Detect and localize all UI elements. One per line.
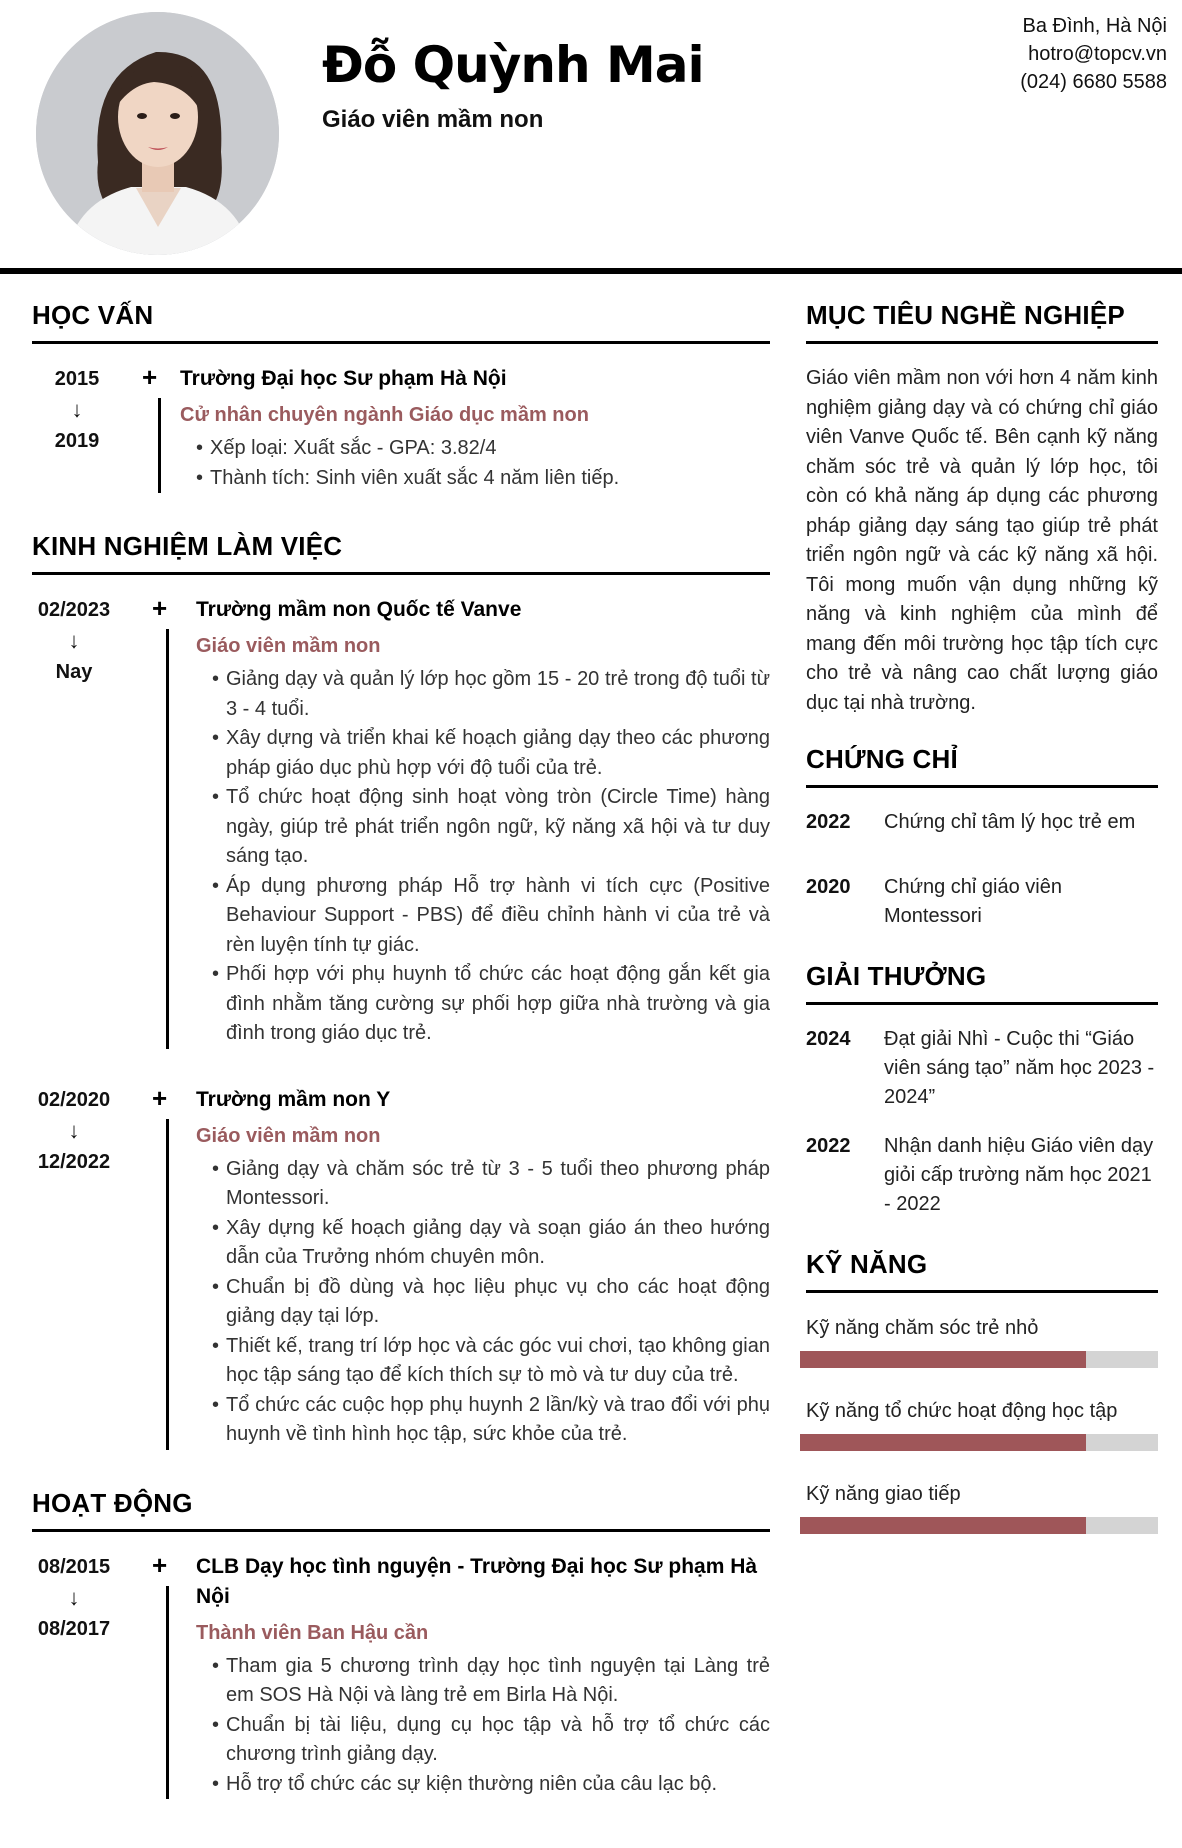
plus-icon: +	[152, 593, 168, 623]
entry-bullets	[196, 665, 770, 1049]
award-name: Đạt giải Nhì - Cuộc thi “Giáo viên sáng tạo” năm học 2023 - 2024”	[884, 1028, 1155, 1108]
job-title: Giáo viên mầm non	[322, 106, 544, 133]
entry-dates	[40, 364, 114, 493]
timeline-line	[166, 1586, 169, 1800]
list-item: • Tổ chức hoạt động sinh hoạt vòng tròn (Circle Time) hàng ngày, giúp trẻ phát triển ngôn ngữ, kỹ năng xã hội và tư duy sáng tạo.	[196, 783, 770, 872]
certificate-name: Chứng chỉ tâm lý học trẻ em	[884, 811, 1136, 833]
entry-role: Cử nhân chuyên ngành Giáo dục mầm non	[180, 404, 589, 426]
list-item: • Xây dựng kế hoạch giảng dạy và soạn giáo án theo hướng dẫn của Trưởng nhóm chuyên môn.	[196, 1214, 770, 1273]
entry-start-date: 08/2015	[37, 1555, 111, 1578]
award-year: 2022	[806, 1135, 851, 1157]
skill-item	[806, 1313, 1158, 1368]
list-item: • Tham gia 5 chương trình dạy học tình nguyện tại Làng trẻ em SOS Hà Nội và làng trẻ em Birla Hà Nội.	[196, 1652, 770, 1711]
list-item: • Tổ chức các cuộc họp phụ huynh 2 lần/kỳ và trao đổi với phụ huynh về tình hình học tập, sức khỏe của trẻ.	[196, 1391, 770, 1450]
list-item: • Phối hợp với phụ huynh tổ chức các hoạt động gắn kết gia đình nhằm tăng cường sự phối hợp giữa nhà trường và gia đình trong giáo dục trẻ.	[196, 960, 770, 1049]
list-item: • Chuẩn bị đồ dùng và học liệu phục vụ cho các hoạt động giảng dạy tại lớp.	[196, 1273, 770, 1332]
entry-role: Thành viên Ban Hậu cần	[196, 1621, 429, 1644]
entry-bullets	[180, 434, 770, 493]
activities-heading: HOẠT ĐỘNG	[32, 1488, 770, 1532]
entry-organization: Trường mầm non Y	[196, 1087, 391, 1111]
award-item	[806, 1132, 1158, 1219]
award-item	[806, 1025, 1158, 1112]
experience-entry	[32, 1082, 770, 1450]
entry-dates	[32, 595, 116, 1049]
award-name: Nhận danh hiệu Giáo viên dạy giỏi cấp trường năm học 2021 - 2022	[884, 1135, 1154, 1215]
contact-address: Ba Đình, Hà Nội	[1022, 15, 1167, 37]
certificate-year: 2022	[806, 811, 851, 833]
timeline-line	[158, 398, 161, 493]
list-item: • Giảng dạy và chăm sóc trẻ từ 3 - 5 tuổi theo phương pháp Montessori.	[196, 1155, 770, 1214]
arrow-down-icon: ↓	[68, 1584, 80, 1610]
arrow-down-icon: ↓	[68, 1117, 80, 1143]
experience-heading: KINH NGHIỆM LÀM VIỆC	[32, 531, 770, 575]
header	[0, 0, 1182, 268]
entry-end-date: 08/2017	[37, 1617, 111, 1640]
contact-phone[interactable]: (024) 6680 5588	[1020, 71, 1167, 93]
profile-photo	[36, 12, 279, 255]
entry-dates	[32, 1085, 116, 1450]
full-name: Đỗ Quỳnh Mai	[322, 36, 704, 94]
activity-entry	[32, 1549, 770, 1800]
right-column	[806, 300, 1158, 1562]
skill-name: Kỹ năng tổ chức hoạt động học tập	[806, 1400, 1118, 1422]
list-item: • Áp dụng phương pháp Hỗ trợ hành vi tích cực (Positive Behaviour Support - PBS) để điều chỉnh hành vi của trẻ và rèn luyện tính tự giác.	[196, 872, 770, 961]
certificate-name: Chứng chỉ giáo viên Montessori	[884, 876, 1062, 927]
entry-bullets	[196, 1652, 770, 1800]
skill-item	[806, 1479, 1158, 1534]
list-item: • Chuẩn bị tài liệu, dụng cụ học tập và hỗ trợ tổ chức các chương trình giảng dạy.	[196, 1711, 770, 1770]
entry-end-date: Nay	[55, 661, 93, 683]
entry-organization: Trường mầm non Quốc tế Vanve	[196, 598, 522, 621]
skill-bar-fill	[800, 1351, 1086, 1368]
entry-start-date: 02/2020	[37, 1088, 111, 1111]
skill-item	[806, 1396, 1158, 1451]
entry-body	[196, 595, 770, 1049]
timeline-line	[166, 629, 169, 1049]
arrow-down-icon: ↓	[68, 628, 80, 653]
entry-role: Giáo viên mầm non	[196, 635, 381, 657]
entry-marker	[146, 1549, 196, 1800]
arrow-down-icon: ↓	[71, 397, 83, 422]
avatar	[36, 12, 279, 255]
skill-name: Kỹ năng chăm sóc trẻ nhỏ	[806, 1317, 1039, 1339]
skill-bar-track	[800, 1434, 1158, 1451]
objective-heading: MỤC TIÊU NGHỀ NGHIỆP	[806, 300, 1158, 344]
certificate-year: 2020	[806, 876, 851, 898]
entry-body	[196, 1085, 770, 1450]
entry-dates	[32, 1552, 116, 1800]
certificates-heading: CHỨNG CHỈ	[806, 744, 1158, 788]
experience-entry	[32, 595, 770, 1049]
entry-marker	[146, 1082, 196, 1450]
skills-heading: KỸ NĂNG	[806, 1249, 1158, 1293]
list-item: • Xây dựng và triển khai kế hoạch giảng dạy theo các phương pháp giáo dục phù hợp với độ tuổi của trẻ.	[196, 724, 770, 783]
entry-body	[180, 364, 770, 493]
entry-start-date: 02/2023	[37, 599, 111, 621]
skill-bar-fill	[800, 1517, 1086, 1534]
list-item: • Giảng dạy và quản lý lớp học gồm 15 - 20 trẻ trong độ tuổi từ 3 - 4 tuổi.	[196, 665, 770, 724]
entry-end-date: 12/2022	[37, 1150, 111, 1173]
timeline-line	[166, 1119, 169, 1450]
entry-bullets	[196, 1155, 770, 1450]
objective-text: Giáo viên mầm non với hơn 4 năm kinh nghiệm giảng dạy và có chứng chỉ giáo viên Vanve Quốc tế. Bên cạnh kỹ năng chăm sóc trẻ và quản lý lớp học, tôi còn có khả năng áp dụng các phương pháp giảng dạy sáng tạo giúp trẻ phát triển ngôn ngữ và các kỹ năng xã hội. Tôi mong muốn vận dụng những kỹ năng và kinh nghiệm của mình để mang đến môi trường học tập tích cực cho trẻ và nâng cao chất lượng giáo dục tại nhà trường.	[806, 367, 1158, 714]
skill-bar-track	[800, 1517, 1158, 1534]
list-item: • Thiết kế, trang trí lớp học và các góc vui chơi, tạo không gian học tập sáng tạo để kích thích sự tò mò và tư duy của trẻ.	[196, 1332, 770, 1391]
plus-icon: +	[142, 362, 158, 392]
entry-organization: Trường Đại học Sư phạm Hà Nội	[180, 367, 507, 390]
left-column	[32, 300, 770, 1799]
entry-marker	[146, 595, 196, 1049]
plus-icon: +	[152, 1549, 168, 1580]
entry-body	[196, 1552, 770, 1800]
entry-end-date: 2019	[54, 430, 100, 452]
certificate-item	[806, 808, 1158, 837]
certificate-item	[806, 873, 1158, 931]
entry-organization: CLB Dạy học tình nguyện - Trường Đại học Sư phạm Hà Nội	[196, 1554, 758, 1608]
education-entry	[32, 364, 770, 493]
contact-email[interactable]: hotro@topcv.vn	[1028, 43, 1167, 65]
contact-info	[1020, 12, 1167, 96]
list-item: • Hỗ trợ tổ chức các sự kiện thường niên của câu lạc bộ.	[196, 1770, 770, 1800]
awards-heading: GIẢI THƯỞNG	[806, 961, 1158, 1005]
header-divider	[0, 268, 1182, 274]
skill-name: Kỹ năng giao tiếp	[806, 1483, 961, 1505]
skill-bar-fill	[800, 1434, 1086, 1451]
list-item: • Thành tích: Sinh viên xuất sắc 4 năm liên tiếp.	[180, 464, 770, 494]
award-year: 2024	[806, 1028, 851, 1050]
entry-start-date: 2015	[54, 368, 100, 390]
entry-role: Giáo viên mầm non	[196, 1124, 381, 1147]
skill-bar-track	[800, 1351, 1158, 1368]
list-item: • Xếp loại: Xuất sắc - GPA: 3.82/4	[180, 434, 770, 464]
education-heading: HỌC VẤN	[32, 300, 770, 344]
plus-icon: +	[152, 1082, 168, 1113]
